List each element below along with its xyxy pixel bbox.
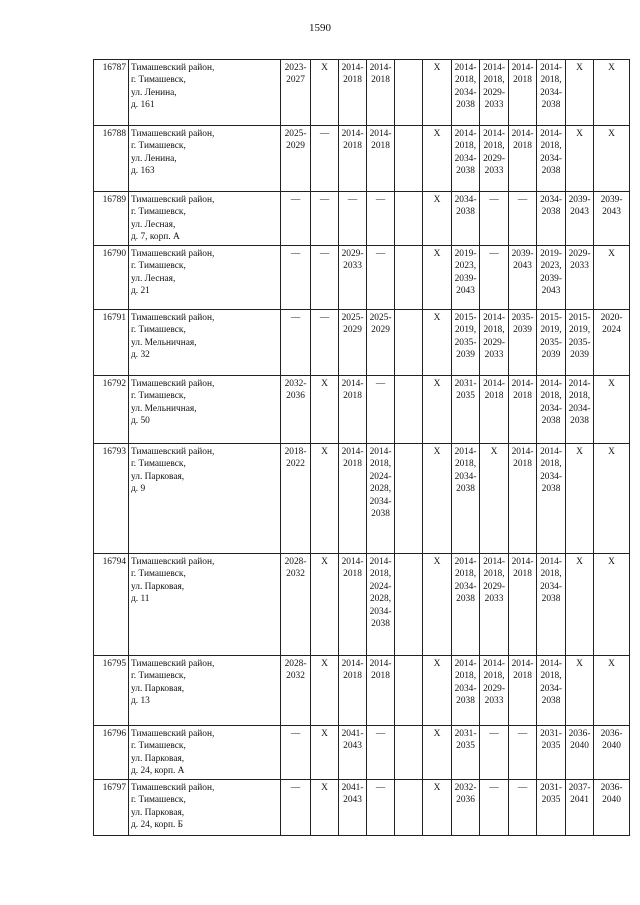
row-number-cell: 16787 [94, 60, 129, 126]
period-cell: X [423, 780, 452, 836]
period-cell: 2014- 2018, 2029- 2033 [480, 60, 509, 126]
period-cell: — [367, 726, 395, 780]
period-cell: 2036- 2040 [594, 726, 630, 780]
period-cell: 2014- 2018, 2029- 2033 [480, 126, 509, 192]
period-cell: 2015- 2019, 2035- 2039 [452, 310, 480, 376]
period-cell: 2031- 2035 [537, 780, 566, 836]
period-cell: 2014- 2018 [509, 126, 537, 192]
period-cell: X [311, 444, 339, 554]
address-cell: Тимашевский район, г. Тимашевск, ул. Ленина, д. 161 [129, 60, 281, 126]
period-cell: 2014- 2018, 2034- 2038 [537, 60, 566, 126]
table-row [94, 126, 630, 192]
table-row [94, 554, 630, 656]
period-cell: — [509, 780, 537, 836]
period-cell: 2035- 2039 [509, 310, 537, 376]
address-cell: Тимашевский район, г. Тимашевск, ул. Ленина, д. 163 [129, 126, 281, 192]
period-cell: X [566, 554, 594, 656]
period-cell: 2039- 2043 [509, 246, 537, 310]
period-cell: 2014- 2018 [509, 656, 537, 726]
address-cell: Тимашевский район, г. Тимашевск, ул. Мельничная, д. 32 [129, 310, 281, 376]
period-cell: 2034- 2038 [537, 192, 566, 246]
period-cell: 2041- 2043 [339, 726, 367, 780]
period-cell: X [594, 444, 630, 554]
period-cell: 2014- 2018 [509, 60, 537, 126]
period-cell: 2029- 2033 [339, 246, 367, 310]
period-cell: 2019- 2023, 2039- 2043 [537, 246, 566, 310]
row-number-cell: 16793 [94, 444, 129, 554]
period-cell: 2014- 2018 [367, 656, 395, 726]
period-cell [395, 554, 423, 656]
period-cell [395, 60, 423, 126]
period-cell: X [594, 60, 630, 126]
period-cell: 2014- 2018 [367, 126, 395, 192]
period-cell: 2014- 2018 [367, 60, 395, 126]
address-cell: Тимашевский район, г. Тимашевск, ул. Лесная, д. 7, корп. А [129, 192, 281, 246]
period-cell: 2014- 2018 [339, 376, 367, 444]
table-row [94, 726, 630, 780]
period-cell: — [311, 192, 339, 246]
period-cell: — [281, 780, 311, 836]
period-cell: X [423, 126, 452, 192]
period-cell: X [480, 444, 509, 554]
period-cell: 2014- 2018, 2034- 2038 [452, 554, 480, 656]
period-cell: 2025- 2029 [281, 126, 311, 192]
period-cell: 2036- 2040 [566, 726, 594, 780]
period-cell: X [566, 656, 594, 726]
row-number-cell: 16790 [94, 246, 129, 310]
address-cell: Тимашевский район, г. Тимашевск, ул. Парковая, д. 13 [129, 656, 281, 726]
period-cell [395, 376, 423, 444]
period-cell: 2014- 2018, 2034- 2038 [452, 60, 480, 126]
period-cell: X [566, 60, 594, 126]
period-cell: — [480, 246, 509, 310]
period-cell: 2014- 2018, 2024- 2028, 2034- 2038 [367, 444, 395, 554]
row-number-cell: 16792 [94, 376, 129, 444]
period-cell: X [423, 554, 452, 656]
period-cell: — [281, 246, 311, 310]
period-cell: X [594, 246, 630, 310]
period-cell [395, 126, 423, 192]
page-number: 1590 [309, 22, 331, 34]
period-cell: X [311, 376, 339, 444]
period-cell: 2014- 2018, 2034- 2038 [566, 376, 594, 444]
period-cell: 2014- 2018, 2024- 2028, 2034- 2038 [367, 554, 395, 656]
period-cell: X [594, 126, 630, 192]
period-cell: 2028- 2032 [281, 656, 311, 726]
period-cell: 2020- 2024 [594, 310, 630, 376]
period-cell: — [480, 726, 509, 780]
period-cell: — [281, 310, 311, 376]
period-cell: 2025- 2029 [367, 310, 395, 376]
period-cell: — [281, 192, 311, 246]
period-cell: 2031- 2035 [452, 376, 480, 444]
period-cell: — [367, 780, 395, 836]
period-cell: 2041- 2043 [339, 780, 367, 836]
period-cell: — [311, 126, 339, 192]
table-row [94, 310, 630, 376]
period-cell: X [594, 376, 630, 444]
period-cell: — [480, 780, 509, 836]
period-cell: 2014- 2018, 2034- 2038 [537, 656, 566, 726]
period-cell: 2014- 2018 [339, 554, 367, 656]
period-cell: 2014- 2018 [509, 376, 537, 444]
period-cell: 2014- 2018 [509, 554, 537, 656]
row-number-cell: 16788 [94, 126, 129, 192]
period-cell: X [311, 726, 339, 780]
period-cell: X [566, 444, 594, 554]
period-cell: 2018- 2022 [281, 444, 311, 554]
row-number-cell: 16794 [94, 554, 129, 656]
period-cell: 2032- 2036 [452, 780, 480, 836]
period-cell: — [509, 192, 537, 246]
period-cell: 2039- 2043 [566, 192, 594, 246]
period-cell: X [594, 656, 630, 726]
period-cell: 2014- 2018, 2034- 2038 [452, 444, 480, 554]
period-cell: X [423, 444, 452, 554]
period-cell: 2031- 2035 [537, 726, 566, 780]
period-cell: X [423, 310, 452, 376]
period-cell: X [423, 376, 452, 444]
row-number-cell: 16791 [94, 310, 129, 376]
period-cell: X [423, 246, 452, 310]
period-cell: X [311, 780, 339, 836]
period-cell: — [339, 192, 367, 246]
address-cell: Тимашевский район, г. Тимашевск, ул. Парковая, д. 9 [129, 444, 281, 554]
period-cell: X [566, 126, 594, 192]
period-cell: — [367, 192, 395, 246]
table-row [94, 376, 630, 444]
period-cell: 2014- 2018 [339, 126, 367, 192]
period-cell: 2036- 2040 [594, 780, 630, 836]
period-cell: 2029- 2033 [566, 246, 594, 310]
table-row [94, 192, 630, 246]
buildings-table [93, 59, 630, 836]
period-cell: X [423, 656, 452, 726]
period-cell: X [423, 726, 452, 780]
period-cell: 2037- 2041 [566, 780, 594, 836]
period-cell: X [311, 554, 339, 656]
period-cell: — [509, 726, 537, 780]
period-cell: X [311, 60, 339, 126]
period-cell: X [423, 192, 452, 246]
row-number-cell: 16797 [94, 780, 129, 836]
period-cell [395, 444, 423, 554]
period-cell: — [480, 192, 509, 246]
period-cell: — [281, 726, 311, 780]
period-cell [395, 656, 423, 726]
period-cell: X [311, 656, 339, 726]
period-cell: — [367, 376, 395, 444]
table-row [94, 60, 630, 126]
period-cell: 2014- 2018, 2034- 2038 [537, 376, 566, 444]
period-cell: 2025- 2029 [339, 310, 367, 376]
period-cell: 2014- 2018 [339, 656, 367, 726]
period-cell: X [594, 554, 630, 656]
period-cell: 2014- 2018 [480, 376, 509, 444]
period-cell: 2014- 2018 [509, 444, 537, 554]
period-cell [395, 246, 423, 310]
address-cell: Тимашевский район, г. Тимашевск, ул. Парковая, д. 24, корп. А [129, 726, 281, 780]
table-row [94, 444, 630, 554]
period-cell: 2031- 2035 [452, 726, 480, 780]
period-cell: 2014- 2018 [339, 444, 367, 554]
table-row [94, 246, 630, 310]
period-cell: 2032- 2036 [281, 376, 311, 444]
period-cell [395, 780, 423, 836]
period-cell [395, 310, 423, 376]
row-number-cell: 16789 [94, 192, 129, 246]
period-cell: X [423, 60, 452, 126]
address-cell: Тимашевский район, г. Тимашевск, ул. Парковая, д. 11 [129, 554, 281, 656]
period-cell: 2014- 2018, 2034- 2038 [537, 554, 566, 656]
table-row [94, 656, 630, 726]
period-cell: 2023- 2027 [281, 60, 311, 126]
period-cell: 2015- 2019, 2035- 2039 [537, 310, 566, 376]
period-cell: 2014- 2018 [339, 60, 367, 126]
table-row [94, 780, 630, 836]
period-cell: 2014- 2018, 2029- 2033 [480, 310, 509, 376]
period-cell [395, 726, 423, 780]
period-cell: 2014- 2018, 2034- 2038 [452, 656, 480, 726]
period-cell: 2014- 2018, 2029- 2033 [480, 554, 509, 656]
period-cell: 2014- 2018, 2034- 2038 [452, 126, 480, 192]
period-cell: 2019- 2023, 2039- 2043 [452, 246, 480, 310]
period-cell: — [311, 310, 339, 376]
period-cell: 2039- 2043 [594, 192, 630, 246]
row-number-cell: 16795 [94, 656, 129, 726]
period-cell: 2014- 2018, 2034- 2038 [537, 444, 566, 554]
period-cell: 2014- 2018, 2029- 2033 [480, 656, 509, 726]
period-cell: — [367, 246, 395, 310]
period-cell [395, 192, 423, 246]
period-cell: 2028- 2032 [281, 554, 311, 656]
address-cell: Тимашевский район, г. Тимашевск, ул. Лесная, д. 21 [129, 246, 281, 310]
period-cell: 2034- 2038 [452, 192, 480, 246]
row-number-cell: 16796 [94, 726, 129, 780]
address-cell: Тимашевский район, г. Тимашевск, ул. Парковая, д. 24, корп. Б [129, 780, 281, 836]
address-cell: Тимашевский район, г. Тимашевск, ул. Мельничная, д. 50 [129, 376, 281, 444]
period-cell: — [311, 246, 339, 310]
period-cell: 2015- 2019, 2035- 2039 [566, 310, 594, 376]
period-cell: 2014- 2018, 2034- 2038 [537, 126, 566, 192]
